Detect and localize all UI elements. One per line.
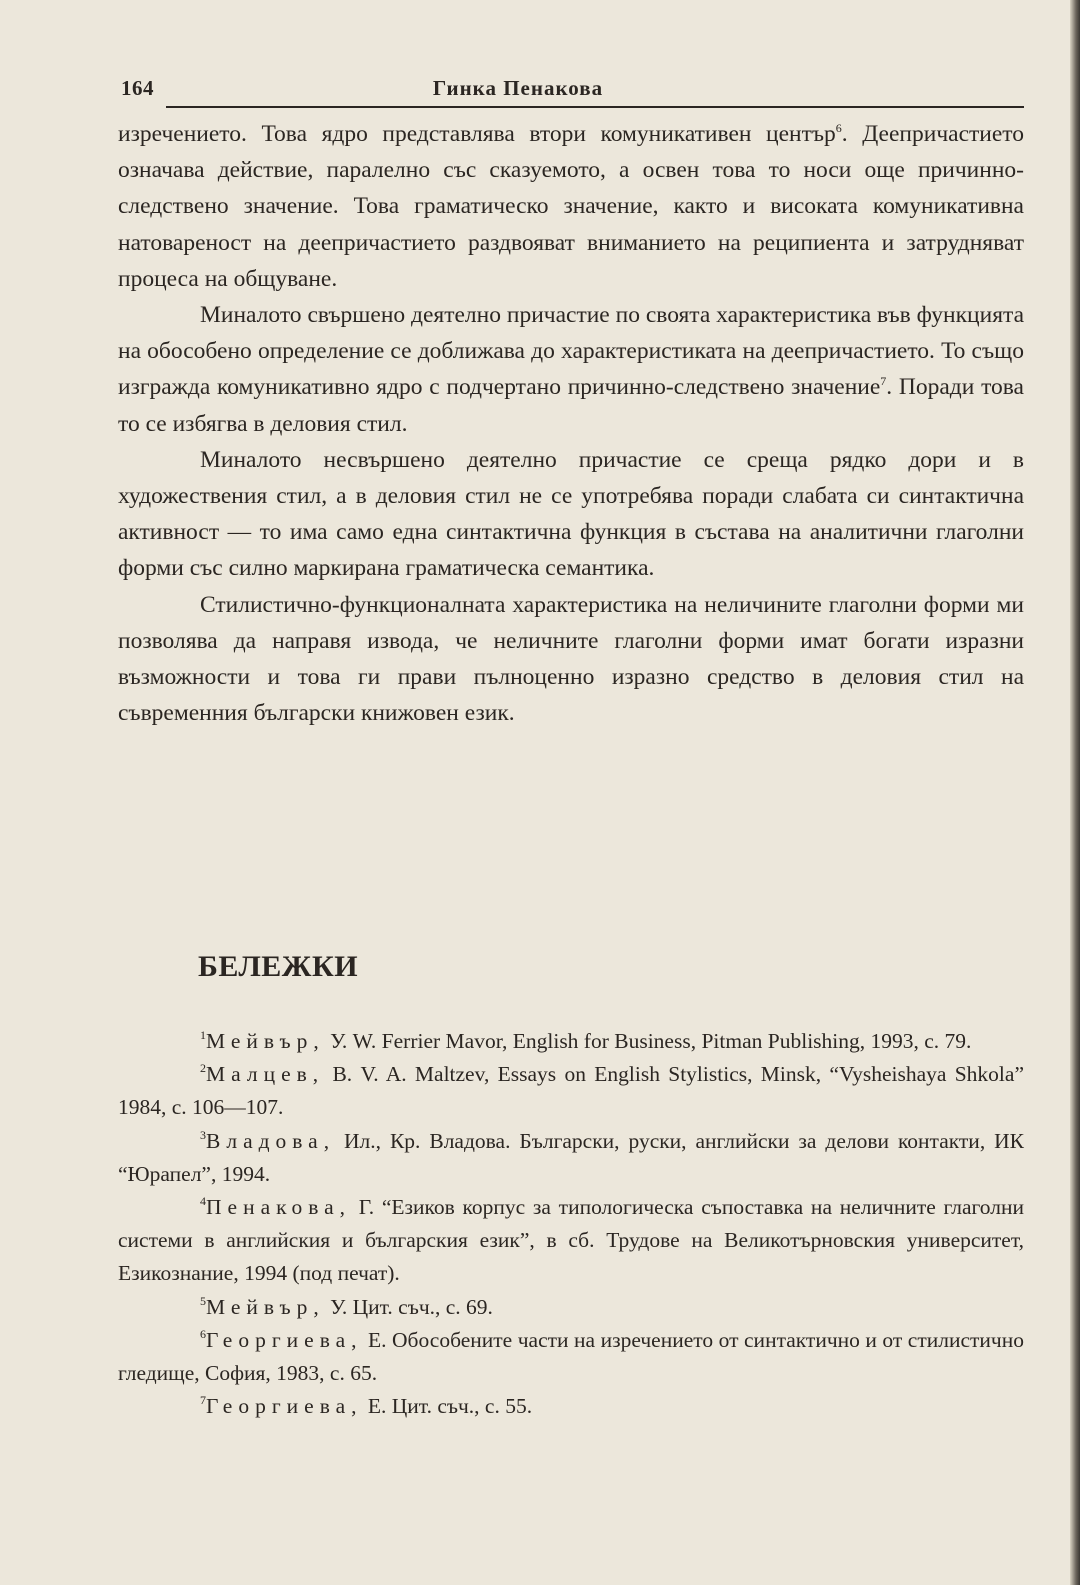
notes-heading: БЕЛЕЖКИ xyxy=(198,950,359,983)
note-author: Мейвър, xyxy=(206,1294,325,1319)
note-item xyxy=(118,1390,1024,1423)
note-author: Малцев, xyxy=(206,1062,325,1087)
note-item xyxy=(118,1058,1024,1124)
note-text: В. V. A. Maltzev, Essays on English Stylistics, Minsk, “Vysheishaya Shkola” 1984, с. 106—107. xyxy=(118,1062,1024,1120)
note-number: 7 xyxy=(200,1393,206,1408)
page-number: 164 xyxy=(121,76,154,100)
footnote-ref-7: 7 xyxy=(880,374,887,389)
note-item xyxy=(118,1291,1024,1324)
note-text: Ил., Кр. Владова. Български, руски, английски за делови контакти, ИК “Юрапел”, 1994. xyxy=(118,1128,1024,1186)
note-text: Е. Цит. съч., с. 55. xyxy=(362,1394,533,1419)
body-text xyxy=(118,116,1024,731)
note-item xyxy=(118,1324,1024,1390)
note-number: 1 xyxy=(200,1028,206,1042)
paragraph-1-end: . Деепричастието означава действие, паралелно със сказуемото, а освен това то носи още причинно-следствено значение. Това граматическо значение, както и високата комуникативна натоваpеност на деепричастието раздвояват вниманието на реципиента и затрудняват процеса на общуване. xyxy=(118,121,1024,292)
note-author: Георгиева, xyxy=(206,1327,363,1352)
note-text: Е. Обособените части на изречението от синтактично и от стилистично гледище, София, 1983, с. 65. xyxy=(118,1327,1024,1386)
note-author: Мейвър, xyxy=(206,1029,325,1053)
note-item xyxy=(118,1125,1024,1191)
header-rule xyxy=(166,106,1024,108)
note-number: 3 xyxy=(200,1127,206,1142)
note-number: 5 xyxy=(200,1293,206,1308)
paragraph-2-text: Миналото свършено деятелно причастие по своята характеристика във функцията на обособено определение се доближава до характеристиката на деепричастието. То също изгражда комуникативно ядро с подчертано причинно-следствено значение xyxy=(118,302,1024,401)
note-number: 6 xyxy=(200,1326,206,1341)
note-item xyxy=(118,1191,1024,1291)
paragraph-2 xyxy=(118,297,1024,442)
paragraph-3: Миналото несвършено деятелно причастие се среща рядко дори и в художествения стил, а в деловия стил не се употребява поради слабата си синтактична активност — то има само една синтактична функция в състава на аналитични глаголни форми със силно маркирана граматическа семантика. xyxy=(118,446,1024,582)
note-text: У. Цит. съч., с. 69. xyxy=(324,1294,493,1319)
note-item xyxy=(118,1025,1024,1058)
paragraph-1-text: изречението. Това ядро представлява втори комуникативен център xyxy=(118,121,836,147)
page-edge-shadow xyxy=(1070,0,1080,1585)
note-number: 2 xyxy=(200,1061,206,1076)
paragraph-1 xyxy=(118,116,1024,297)
notes-list xyxy=(118,1025,1024,1423)
note-author: Пенакова, xyxy=(206,1195,352,1220)
paragraph-4: Стилистично-функционалната характеристика на неличините глаголни форми ми позволява да направя извода, че неличните глаголни форми имат богати изразни възможности и това ги прави пълноценно изразно средство в деловия стил на съвременния български книжовен език. xyxy=(118,591,1024,727)
note-text: У. W. Ferrier Mavor, English for Business, Pitman Publishing, 1993, с. 79. xyxy=(324,1029,972,1053)
running-head: Гинка Пенакова xyxy=(432,76,604,100)
page-header xyxy=(118,76,1024,110)
note-number: 4 xyxy=(200,1194,206,1209)
paragraph-2-end: . Поради това то се избягва в деловия стил. xyxy=(118,374,1024,437)
note-text: Г. “Езиков корпус за типологическа съпоставка на неличните глаголни системи в английския и българския език”, в сб. Трудове на Великотърновския университет, Езикознание, 1994 (под печат). xyxy=(118,1195,1024,1286)
note-author: Владова, xyxy=(206,1128,336,1153)
footnote-ref-6: 6 xyxy=(835,121,842,135)
note-author: Георгиева, xyxy=(206,1394,363,1419)
